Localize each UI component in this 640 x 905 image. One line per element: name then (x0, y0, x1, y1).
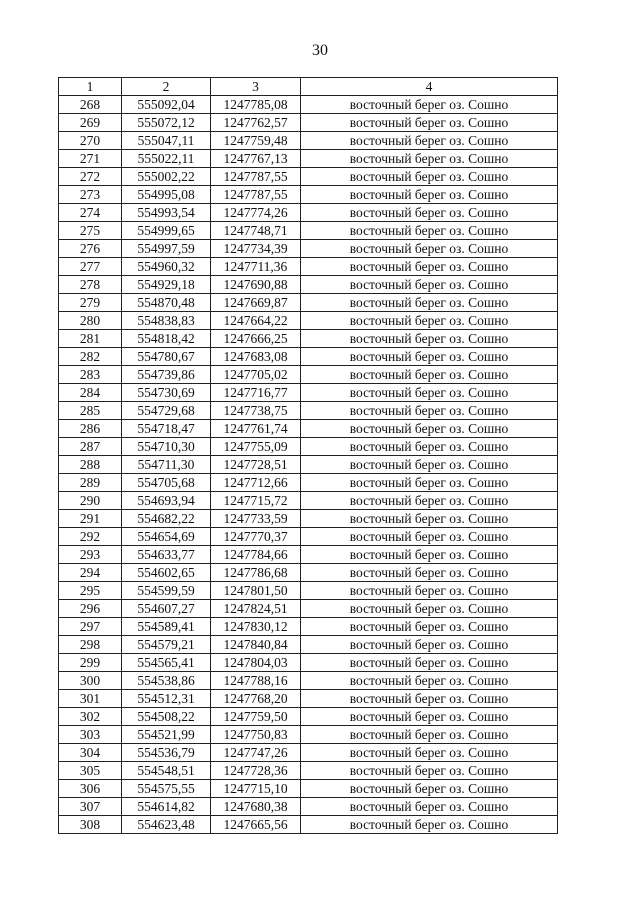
cell-y-coordinate: 1247738,75 (211, 402, 301, 420)
cell-description: восточный берег оз. Сошно (301, 222, 558, 240)
table-row (59, 654, 558, 672)
table-row (59, 600, 558, 618)
cell-y-coordinate: 1247711,36 (211, 258, 301, 276)
cell-point-number: 301 (59, 690, 122, 708)
cell-point-number: 283 (59, 366, 122, 384)
cell-y-coordinate: 1247712,66 (211, 474, 301, 492)
cell-description: восточный берег оз. Сошно (301, 402, 558, 420)
cell-description: восточный берег оз. Сошно (301, 528, 558, 546)
cell-point-number: 270 (59, 132, 122, 150)
table-row (59, 816, 558, 834)
cell-y-coordinate: 1247750,83 (211, 726, 301, 744)
cell-description: восточный берег оз. Сошно (301, 348, 558, 366)
cell-description: восточный берег оз. Сошно (301, 438, 558, 456)
cell-description: восточный берег оз. Сошно (301, 744, 558, 762)
cell-x-coordinate: 554623,48 (122, 816, 211, 834)
cell-point-number: 304 (59, 744, 122, 762)
cell-x-coordinate: 554654,69 (122, 528, 211, 546)
cell-y-coordinate: 1247761,74 (211, 420, 301, 438)
table-header (59, 78, 558, 96)
cell-x-coordinate: 554538,86 (122, 672, 211, 690)
cell-x-coordinate: 554729,68 (122, 402, 211, 420)
cell-y-coordinate: 1247770,37 (211, 528, 301, 546)
table-row (59, 114, 558, 132)
cell-description: восточный берег оз. Сошно (301, 330, 558, 348)
cell-x-coordinate: 554870,48 (122, 294, 211, 312)
cell-x-coordinate: 554602,65 (122, 564, 211, 582)
cell-description: восточный берег оз. Сошно (301, 312, 558, 330)
cell-y-coordinate: 1247665,56 (211, 816, 301, 834)
cell-description: восточный берег оз. Сошно (301, 168, 558, 186)
cell-point-number: 281 (59, 330, 122, 348)
cell-y-coordinate: 1247666,25 (211, 330, 301, 348)
table-row (59, 150, 558, 168)
cell-point-number: 290 (59, 492, 122, 510)
table-row (59, 744, 558, 762)
cell-x-coordinate: 554780,67 (122, 348, 211, 366)
cell-y-coordinate: 1247716,77 (211, 384, 301, 402)
table-row (59, 366, 558, 384)
cell-point-number: 286 (59, 420, 122, 438)
cell-point-number: 289 (59, 474, 122, 492)
cell-y-coordinate: 1247728,51 (211, 456, 301, 474)
cell-point-number: 297 (59, 618, 122, 636)
cell-x-coordinate: 554993,54 (122, 204, 211, 222)
table-row (59, 240, 558, 258)
cell-point-number: 273 (59, 186, 122, 204)
cell-y-coordinate: 1247804,03 (211, 654, 301, 672)
cell-point-number: 303 (59, 726, 122, 744)
cell-description: восточный берег оз. Сошно (301, 276, 558, 294)
table-row (59, 726, 558, 744)
cell-x-coordinate: 554575,55 (122, 780, 211, 798)
cell-point-number: 277 (59, 258, 122, 276)
cell-y-coordinate: 1247683,08 (211, 348, 301, 366)
cell-point-number: 291 (59, 510, 122, 528)
cell-point-number: 279 (59, 294, 122, 312)
cell-point-number: 307 (59, 798, 122, 816)
cell-description: восточный берег оз. Сошно (301, 258, 558, 276)
cell-y-coordinate: 1247728,36 (211, 762, 301, 780)
table-row (59, 456, 558, 474)
cell-y-coordinate: 1247762,57 (211, 114, 301, 132)
cell-point-number: 302 (59, 708, 122, 726)
cell-description: восточный берег оз. Сошно (301, 546, 558, 564)
cell-point-number: 292 (59, 528, 122, 546)
cell-x-coordinate: 554995,08 (122, 186, 211, 204)
cell-description: восточный берег оз. Сошно (301, 600, 558, 618)
cell-point-number: 293 (59, 546, 122, 564)
cell-y-coordinate: 1247824,51 (211, 600, 301, 618)
cell-point-number: 275 (59, 222, 122, 240)
cell-y-coordinate: 1247768,20 (211, 690, 301, 708)
cell-description: восточный берег оз. Сошно (301, 510, 558, 528)
table-row (59, 798, 558, 816)
cell-description: восточный берег оз. Сошно (301, 114, 558, 132)
cell-point-number: 271 (59, 150, 122, 168)
cell-y-coordinate: 1247705,02 (211, 366, 301, 384)
cell-x-coordinate: 554730,69 (122, 384, 211, 402)
cell-x-coordinate: 554682,22 (122, 510, 211, 528)
table-row (59, 618, 558, 636)
table-row (59, 312, 558, 330)
cell-point-number: 296 (59, 600, 122, 618)
cell-description: восточный берег оз. Сошно (301, 708, 558, 726)
cell-y-coordinate: 1247767,13 (211, 150, 301, 168)
cell-point-number: 288 (59, 456, 122, 474)
cell-y-coordinate: 1247664,22 (211, 312, 301, 330)
cell-x-coordinate: 554711,30 (122, 456, 211, 474)
cell-description: восточный берег оз. Сошно (301, 240, 558, 258)
table-row (59, 222, 558, 240)
cell-point-number: 305 (59, 762, 122, 780)
cell-description: восточный берег оз. Сошно (301, 564, 558, 582)
coordinates-table (58, 77, 558, 834)
cell-description: восточный берег оз. Сошно (301, 816, 558, 834)
cell-x-coordinate: 554710,30 (122, 438, 211, 456)
cell-y-coordinate: 1247774,26 (211, 204, 301, 222)
cell-x-coordinate: 554565,41 (122, 654, 211, 672)
cell-x-coordinate: 554579,21 (122, 636, 211, 654)
cell-y-coordinate: 1247788,16 (211, 672, 301, 690)
cell-description: восточный берег оз. Сошно (301, 132, 558, 150)
cell-x-coordinate: 554607,27 (122, 600, 211, 618)
table-row (59, 420, 558, 438)
table-row (59, 546, 558, 564)
cell-y-coordinate: 1247784,66 (211, 546, 301, 564)
cell-description: восточный берег оз. Сошно (301, 690, 558, 708)
cell-description: восточный берег оз. Сошно (301, 762, 558, 780)
cell-description: восточный берег оз. Сошно (301, 636, 558, 654)
cell-x-coordinate: 554548,51 (122, 762, 211, 780)
cell-description: восточный берег оз. Сошно (301, 366, 558, 384)
cell-y-coordinate: 1247759,48 (211, 132, 301, 150)
cell-point-number: 284 (59, 384, 122, 402)
cell-x-coordinate: 554718,47 (122, 420, 211, 438)
cell-point-number: 299 (59, 654, 122, 672)
cell-x-coordinate: 554633,77 (122, 546, 211, 564)
cell-x-coordinate: 554508,22 (122, 708, 211, 726)
cell-point-number: 285 (59, 402, 122, 420)
cell-x-coordinate: 554693,94 (122, 492, 211, 510)
cell-point-number: 274 (59, 204, 122, 222)
cell-description: восточный берег оз. Сошно (301, 672, 558, 690)
cell-y-coordinate: 1247786,68 (211, 564, 301, 582)
table-row (59, 582, 558, 600)
cell-x-coordinate: 554999,65 (122, 222, 211, 240)
cell-point-number: 294 (59, 564, 122, 582)
cell-x-coordinate: 554614,82 (122, 798, 211, 816)
table-row (59, 636, 558, 654)
page-number: 30 (312, 42, 328, 59)
header-cell-y: 3 (211, 78, 301, 96)
header-cell-x: 2 (122, 78, 211, 96)
table-row (59, 690, 558, 708)
cell-x-coordinate: 554929,18 (122, 276, 211, 294)
table-row (59, 258, 558, 276)
cell-y-coordinate: 1247785,08 (211, 96, 301, 114)
cell-description: восточный берег оз. Сошно (301, 96, 558, 114)
table-row (59, 474, 558, 492)
cell-y-coordinate: 1247787,55 (211, 186, 301, 204)
table-body (59, 96, 558, 834)
cell-description: восточный берег оз. Сошно (301, 204, 558, 222)
cell-y-coordinate: 1247747,26 (211, 744, 301, 762)
cell-x-coordinate: 554838,83 (122, 312, 211, 330)
cell-point-number: 272 (59, 168, 122, 186)
cell-y-coordinate: 1247715,10 (211, 780, 301, 798)
table-row (59, 402, 558, 420)
cell-y-coordinate: 1247733,59 (211, 510, 301, 528)
cell-x-coordinate: 555047,11 (122, 132, 211, 150)
header-cell-description: 4 (301, 78, 558, 96)
header-row (59, 78, 558, 96)
cell-x-coordinate: 555022,11 (122, 150, 211, 168)
cell-x-coordinate: 554536,79 (122, 744, 211, 762)
table-row (59, 708, 558, 726)
cell-x-coordinate: 555092,04 (122, 96, 211, 114)
table-row (59, 132, 558, 150)
cell-x-coordinate: 554512,31 (122, 690, 211, 708)
header-cell-point-number: 1 (59, 78, 122, 96)
cell-y-coordinate: 1247801,50 (211, 582, 301, 600)
cell-point-number: 276 (59, 240, 122, 258)
table-row (59, 438, 558, 456)
cell-x-coordinate: 554960,32 (122, 258, 211, 276)
table-row (59, 186, 558, 204)
table-row (59, 762, 558, 780)
cell-point-number: 300 (59, 672, 122, 690)
cell-y-coordinate: 1247759,50 (211, 708, 301, 726)
cell-point-number: 278 (59, 276, 122, 294)
cell-point-number: 282 (59, 348, 122, 366)
table-row (59, 204, 558, 222)
cell-description: восточный берег оз. Сошно (301, 654, 558, 672)
cell-x-coordinate: 554521,99 (122, 726, 211, 744)
cell-point-number: 280 (59, 312, 122, 330)
cell-description: восточный берег оз. Сошно (301, 294, 558, 312)
cell-description: восточный берег оз. Сошно (301, 582, 558, 600)
cell-y-coordinate: 1247748,71 (211, 222, 301, 240)
cell-description: восточный берег оз. Сошно (301, 456, 558, 474)
cell-y-coordinate: 1247669,87 (211, 294, 301, 312)
cell-y-coordinate: 1247690,88 (211, 276, 301, 294)
cell-description: восточный берег оз. Сошно (301, 726, 558, 744)
cell-point-number: 308 (59, 816, 122, 834)
cell-x-coordinate: 554818,42 (122, 330, 211, 348)
table-row (59, 492, 558, 510)
table-row (59, 510, 558, 528)
cell-description: восточный берег оз. Сошно (301, 384, 558, 402)
cell-description: восточный берег оз. Сошно (301, 150, 558, 168)
table-row (59, 348, 558, 366)
table-row (59, 168, 558, 186)
cell-description: восточный берег оз. Сошно (301, 420, 558, 438)
cell-y-coordinate: 1247715,72 (211, 492, 301, 510)
cell-point-number: 269 (59, 114, 122, 132)
table-row (59, 330, 558, 348)
cell-y-coordinate: 1247840,84 (211, 636, 301, 654)
table-row (59, 564, 558, 582)
cell-point-number: 287 (59, 438, 122, 456)
cell-point-number: 268 (59, 96, 122, 114)
cell-point-number: 306 (59, 780, 122, 798)
cell-description: восточный берег оз. Сошно (301, 798, 558, 816)
cell-y-coordinate: 1247787,55 (211, 168, 301, 186)
table-row (59, 528, 558, 546)
cell-x-coordinate: 554589,41 (122, 618, 211, 636)
cell-point-number: 298 (59, 636, 122, 654)
cell-y-coordinate: 1247734,39 (211, 240, 301, 258)
table-row (59, 294, 558, 312)
cell-y-coordinate: 1247755,09 (211, 438, 301, 456)
cell-description: восточный берег оз. Сошно (301, 492, 558, 510)
table-row (59, 780, 558, 798)
cell-x-coordinate: 554739,86 (122, 366, 211, 384)
cell-x-coordinate: 554599,59 (122, 582, 211, 600)
cell-x-coordinate: 555072,12 (122, 114, 211, 132)
table-row (59, 672, 558, 690)
cell-x-coordinate: 554705,68 (122, 474, 211, 492)
cell-description: восточный берег оз. Сошно (301, 186, 558, 204)
table-row (59, 276, 558, 294)
cell-y-coordinate: 1247680,38 (211, 798, 301, 816)
cell-point-number: 295 (59, 582, 122, 600)
cell-description: восточный берег оз. Сошно (301, 618, 558, 636)
table-row (59, 96, 558, 114)
cell-x-coordinate: 555002,22 (122, 168, 211, 186)
cell-description: восточный берег оз. Сошно (301, 780, 558, 798)
cell-description: восточный берег оз. Сошно (301, 474, 558, 492)
cell-x-coordinate: 554997,59 (122, 240, 211, 258)
table-row (59, 384, 558, 402)
cell-y-coordinate: 1247830,12 (211, 618, 301, 636)
